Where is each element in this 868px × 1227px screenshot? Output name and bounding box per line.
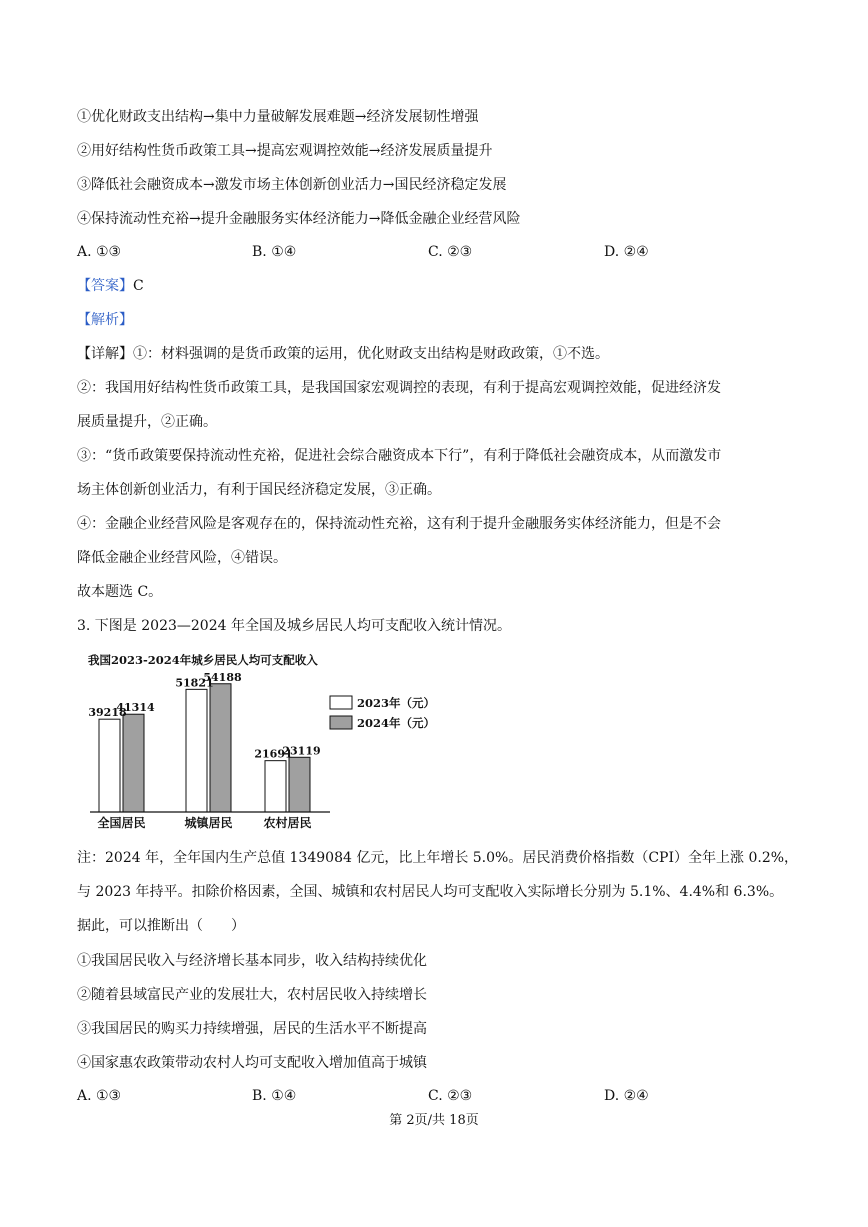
bar-value-label: 23119	[282, 744, 321, 758]
legend-swatch-1	[330, 716, 352, 729]
analysis-p2a: ②：我国用好结构性货币政策工具，是我国国家宏观调控的表现，有利于提高宏观调控效能，促进经济发	[77, 380, 721, 396]
analysis-p4b: 降低金融企业经营风险，④错误。	[77, 550, 287, 566]
answer-line	[77, 276, 144, 296]
answer-value: C	[133, 278, 144, 294]
category-label: 全国居民	[97, 816, 146, 830]
q3-choice-c[interactable]: C. ②③	[428, 1088, 473, 1104]
bar-value-label: 39218	[88, 706, 127, 720]
chart-svg	[84, 650, 444, 835]
note-line-2: 与 2023 年持平。扣除价格因素，全国、城镇和农村居民人均可支配收入实际增长分别为 5.1%、4.4%和 6.3%。	[77, 884, 784, 900]
q3-choice-d[interactable]: D. ②④	[604, 1088, 649, 1104]
q3-choice-a[interactable]: A. ①③	[77, 1088, 122, 1104]
analysis-p2b: 展质量提升，②正确。	[77, 414, 217, 430]
bar-0-0	[99, 719, 120, 812]
choice-b[interactable]: B. ①④	[252, 244, 297, 260]
bar-0-1	[123, 714, 144, 812]
analysis-p1: 【详解】①：材料强调的是货币政策的运用，优化财政支出结构是财政政策，①不选。	[77, 346, 609, 362]
legend-label: 2023年（元）	[357, 696, 436, 710]
statement-3: ③降低社会融资成本→激发市场主体创新创业活力→国民经济稳定发展	[77, 177, 507, 193]
analysis-p3a: ③：“货币政策要保持流动性充裕，促进社会综合融资成本下行”，有利于降低社会融资成本，从而激发市	[77, 448, 722, 464]
question-3-stem: 3. 下图是 2023—2024 年全国及城乡居民人均可支配收入统计情况。	[77, 618, 511, 634]
note-line-1: 注：2024 年，全年国内生产总值 1349084 亿元，比上年增长 5.0%。居民消费价格指数（CPI）全年上涨 0.2%，	[77, 850, 799, 866]
answer-label: 【答案】	[77, 278, 133, 294]
bar-value-label: 41314	[116, 701, 155, 715]
q3-choice-b[interactable]: B. ①④	[252, 1088, 297, 1104]
bar-value-label: 54188	[203, 670, 242, 684]
page-footer: 第 2页/共 18页	[389, 1113, 479, 1128]
q3-statement-3: ③我国居民的购买力持续增强，居民的生活水平不断提高	[77, 1021, 427, 1037]
bar-value-label: 21691	[254, 747, 293, 761]
analysis-conclusion: 故本题选 C。	[77, 584, 163, 600]
legend-label: 2024年（元）	[357, 716, 436, 730]
category-label: 城镇居民	[184, 816, 233, 830]
statement-1: ①优化财政支出结构→集中力量破解发展难题→经济发展韧性增强	[77, 109, 479, 125]
analysis-label-line	[77, 310, 133, 330]
note-line-3: 据此，可以推断出（ ）	[77, 918, 245, 934]
bar-1-1	[210, 684, 231, 812]
q3-statement-1: ①我国居民收入与经济增长基本同步，收入结构持续优化	[77, 953, 427, 969]
bar-2-0	[265, 761, 286, 812]
category-label: 农村居民	[263, 816, 312, 830]
analysis-label: 【解析】	[77, 312, 133, 328]
analysis-p4a: ④：金融企业经营风险是客观存在的，保持流动性充裕，这有利于提升金融服务实体经济能力，但是不会	[77, 516, 721, 532]
q3-statement-2: ②随着县域富民产业的发展壮大，农村居民收入持续增长	[77, 987, 427, 1003]
bar-2-1	[289, 757, 310, 812]
detail-label: 【详解】	[77, 346, 133, 362]
statement-2: ②用好结构性货币政策工具→提高宏观调控效能→经济发展质量提升	[77, 143, 493, 159]
analysis-p3b: 场主体创新创业活力，有利于国民经济稳定发展，③正确。	[77, 482, 441, 498]
q3-statement-4: ④国家惠农政策带动农村人均可支配收入增加值高于城镇	[77, 1055, 427, 1071]
choice-c[interactable]: C. ②③	[428, 244, 473, 260]
statement-4: ④保持流动性充裕→提升金融服务实体经济能力→降低金融企业经营风险	[77, 211, 521, 227]
income-bar-chart	[84, 650, 444, 835]
choice-a[interactable]: A. ①③	[77, 244, 122, 260]
bar-value-label: 51821	[175, 676, 214, 690]
bar-1-0	[186, 689, 207, 812]
chart-title: 我国2023-2024年城乡居民人均可支配收入	[88, 653, 318, 667]
choice-d[interactable]: D. ②④	[604, 244, 649, 260]
legend-swatch-0	[330, 696, 352, 709]
